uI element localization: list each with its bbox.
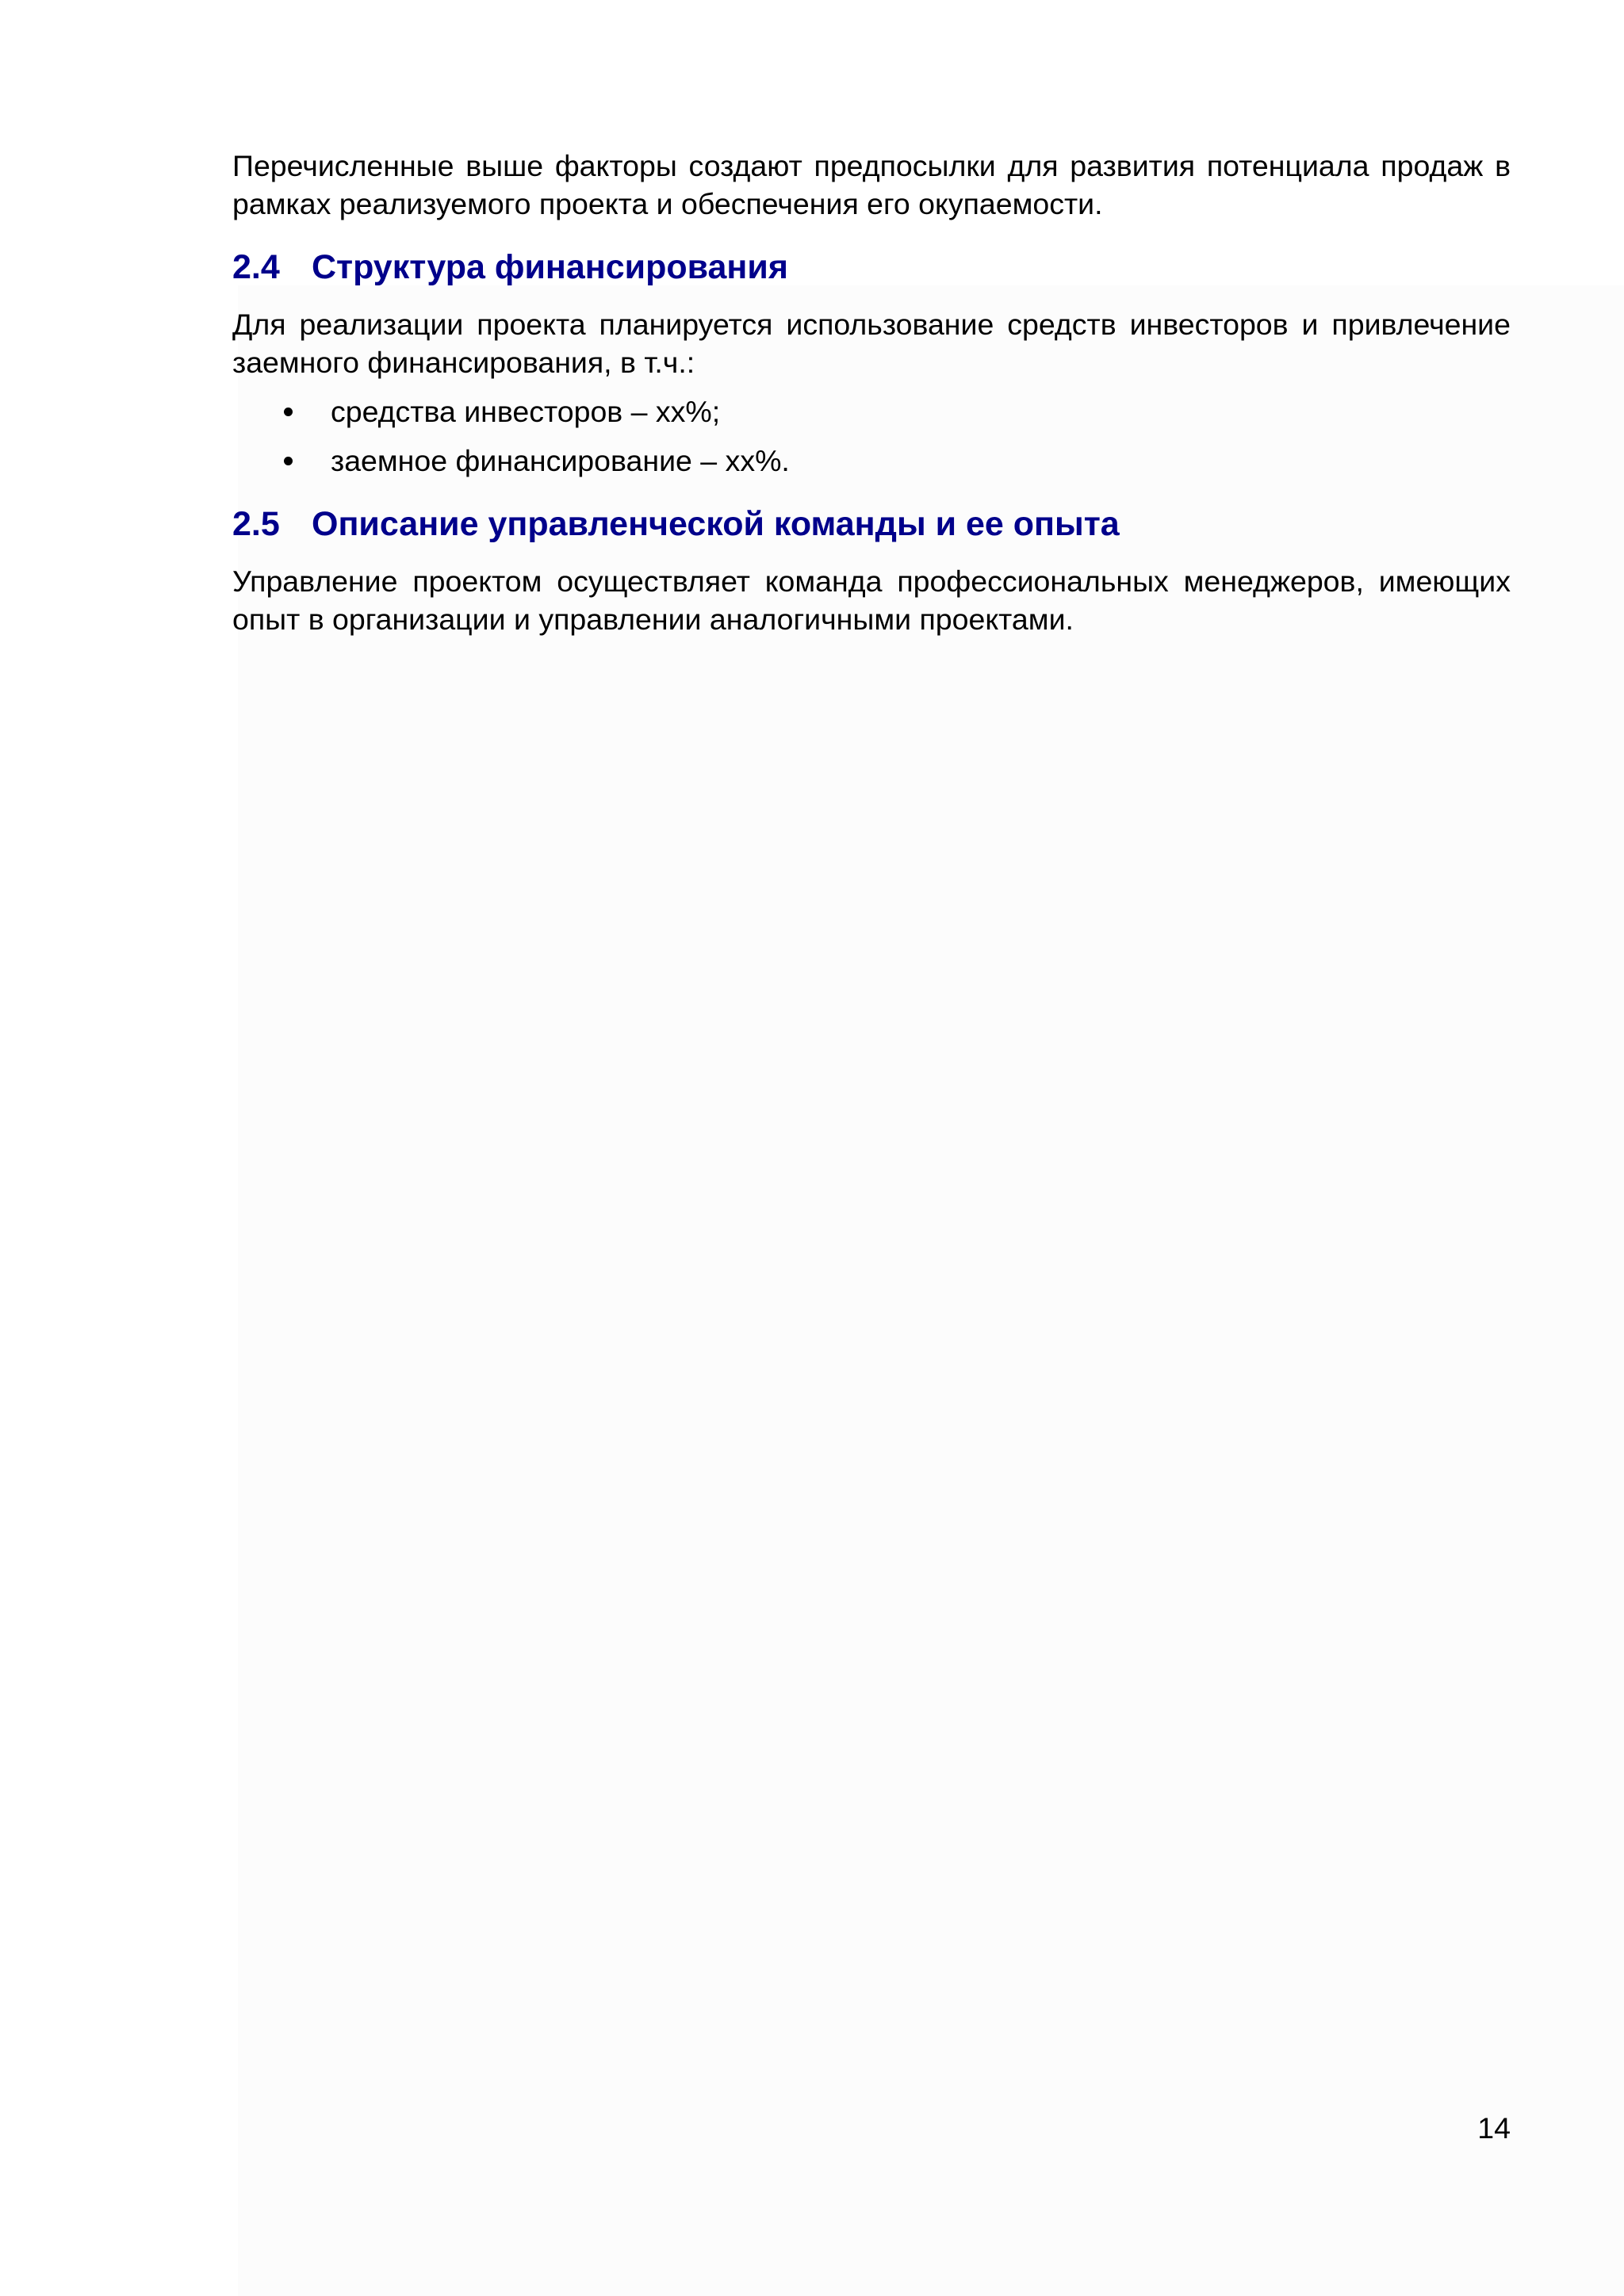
financing-list — [232, 392, 1511, 480]
intro-paragraph: Перечисленные выше факторы создают предпосылки для развития потенциала продаж в рамках реализуемого проекта и обеспечения его окупаемости. — [232, 149, 1511, 220]
section-number: 2.4 — [232, 248, 280, 286]
list-item-text: заемное финансирование – хх%. — [331, 444, 790, 477]
list-item — [232, 392, 1511, 430]
page-number: 14 — [1477, 2111, 1511, 2145]
bullet-icon — [284, 408, 293, 416]
section-title: Описание управленческой команды и ее опыта — [312, 505, 1120, 543]
list-item-text: средства инвесторов – хх%; — [331, 395, 721, 428]
page-content — [232, 147, 1511, 638]
list-item — [232, 442, 1511, 480]
section-heading-2-4 — [232, 247, 1511, 288]
section-number: 2.5 — [232, 505, 280, 543]
financing-paragraph: Для реализации проекта планируется использование средств инвесторов и привлечение заемного финансирования, в т.ч.: — [232, 308, 1511, 379]
section-title: Структура финансирования — [312, 248, 788, 286]
management-paragraph: Управление проектом осуществляет команда профессиональных менеджеров, имеющих опыт в организации и управлении аналогичными проектами. — [232, 564, 1511, 636]
bullet-icon — [284, 457, 293, 465]
section-heading-2-5 — [232, 503, 1511, 545]
